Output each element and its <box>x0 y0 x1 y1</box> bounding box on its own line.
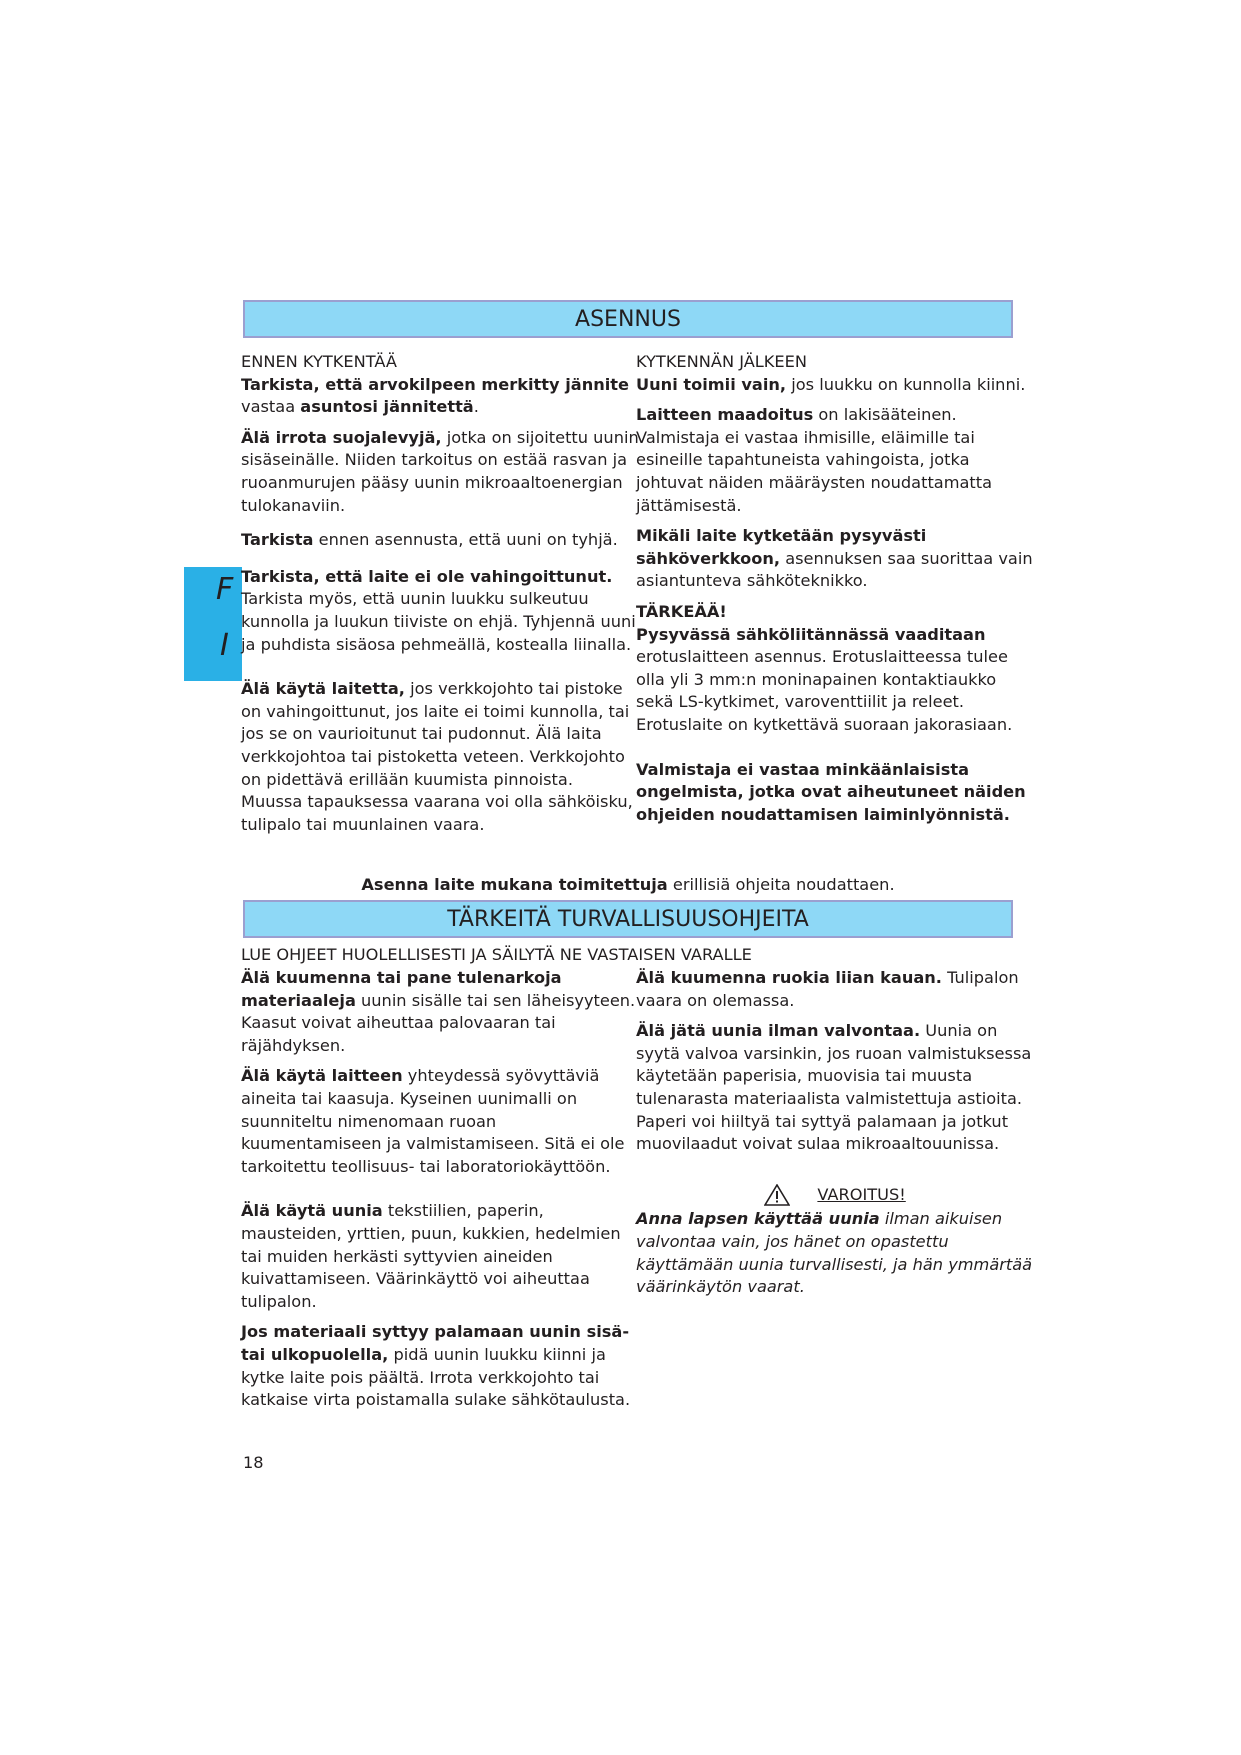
section-banner-safety <box>243 900 1013 938</box>
section-banner-installation <box>243 300 1013 338</box>
paragraph: TÄRKEÄÄ! Pysyvässä sähköliitännässä vaaditaan erotuslaitteen asennus. Erotuslaitteessa tulee olla yli 3 mm:n moninapainen kontaktiaukko sekä LS-kytkimet, varoventtiilit ja releet. Erotuslaite on kytkettävä suoraan jakorasiaan. <box>636 601 1013 734</box>
install-right-column <box>636 351 1034 834</box>
paragraph: Älä käytä uunia tekstiilien, paperin, mausteiden, yrttien, puun, kukkien, hedelmien tai muiden herkästi syttyvien aineiden kuivattamiseen. Väärinkäyttö voi aiheuttaa tulipalon. <box>241 1201 621 1311</box>
paragraph: Laitteen maadoitus on lakisääteinen. Valmistaja ei vastaa ihmisille, eläimille tai esineille tapahtuneista vahingoista, jotka johtuvat näiden määräysten noudattamatta jättämisestä. <box>636 405 993 515</box>
language-letter-f: F <box>216 572 234 607</box>
safety-heading: LUE OHJEET HUOLELLISESTI JA SÄILYTÄ NE VASTAISEN VARALLE <box>241 945 752 964</box>
safety-left-column <box>241 967 639 1420</box>
subheading-after-connection: KYTKENNÄN JÄLKEEN <box>636 352 807 371</box>
warning-triangle-icon <box>764 1184 790 1206</box>
warning-header <box>636 1184 1034 1207</box>
paragraph: Tarkista, että arvokilpeen merkitty jännite vastaa asuntosi jännitettä. <box>241 374 630 417</box>
language-letter-i: I <box>220 628 229 663</box>
language-side-tab <box>184 567 242 681</box>
paragraph: Älä käytä laitetta, jos verkkojohto tai pistoke on vahingoittunut, jos laite ei toimi kunnolla, tai jos se on vaurioitunut tai pudonnut. Älä laita verkkojohtoa tai pistoketta veteen. Verkkojohto on pidettävä erillään kuumista pinnoista. Muussa tapauksessa vaarana voi olla sähköisku, tulipalo tai muunlainen vaara. <box>241 679 633 834</box>
paragraph: Älä kuumenna tai pane tulenarkoja materiaaleja uunin sisälle tai sen läheisyyteen. Kaasut voivat aiheuttaa palovaaran tai räjähdyksen. <box>241 968 636 1055</box>
paragraph: Mikäli laite kytketään pysyvästi sähköverkkoon, asennuksen saa suorittaa vain asiantunteva sähköteknikko. <box>636 526 1033 591</box>
paragraph: Tarkista, että laite ei ole vahingoittunut. Tarkista myös, että uunin luukku sulkeutuu kunnolla ja luukun tiiviste on ehjä. Tyhjennä uuni ja puhdista sisäosa pehmeällä, kostealla liinalla. <box>241 566 636 654</box>
paragraph: Älä jätä uunia ilman valvontaa. Uunia on syytä valvoa varsinkin, jos ruoan valmistuksessa käytetään paperisia, muovisia tai muusta tulenarasta materiaalista valmistettuja astioita. Paperi voi hiiltyä tai syttyä palamaan ja jotkut muovilaadut voivat sulaa mikroaaltouunissa. <box>636 1021 1032 1154</box>
page-number: 18 <box>243 1453 264 1472</box>
paragraph: Älä irrota suojalevyjä, jotka on sijoitettu uunin sisäseinälle. Niiden tarkoitus on estää rasvan ja ruoanmurujen pääsy uunin mikroaaltoenergian tulokanaviin. <box>241 427 639 515</box>
warning-text: Anna lapsen käyttää uunia ilman aikuisen valvontaa vain, jos hänet on opastettu käyttämään uunia turvallisesti, ja hän ymmärtää väärinkäytön vaarat. <box>636 1209 1033 1297</box>
paragraph: Jos materiaali syttyy palamaan uunin sisä- tai ulkopuolella, pidä uunin luukku kiinni ja kytke laite pois päältä. Irrota verkkojohto tai katkaise virta poistamalla sulake sähkötaulusta. <box>241 1322 631 1410</box>
paragraph: Uuni toimii vain, jos luukku on kunnolla kiinni. <box>636 374 1026 394</box>
warning-box <box>636 1184 1034 1299</box>
paragraph: Valmistaja ei vastaa minkäänlaisista ongelmista, jotka ovat aiheutuneet näiden ohjeiden noudattamisen laiminlyönnistä. <box>636 759 1026 824</box>
warning-label: VAROITUS! <box>817 1184 906 1204</box>
paragraph: Tarkista ennen asennusta, että uuni on tyhjä. <box>241 530 618 550</box>
subheading-before-connection: ENNEN KYTKENTÄÄ <box>241 352 397 371</box>
install-footer-note: Asenna laite mukana toimitettuja erillisiä ohjeita noudattaen. <box>361 875 895 894</box>
section-title: TÄRKEITÄ TURVALLISUUSOHJEITA <box>447 907 809 932</box>
paragraph: Älä käytä laitteen yhteydessä syövyttäviä aineita tai kaasuja. Kyseinen uunimalli on suunniteltu nimenomaan ruoan kuumentamiseen ja valmistamiseen. Sitä ei ole tarkoitettu teollisuus- tai laboratoriokäyttöön. <box>241 1066 625 1176</box>
install-left-column <box>241 351 639 844</box>
section-title: ASENNUS <box>575 307 681 332</box>
paragraph: Älä kuumenna ruokia liian kauan. Tulipalon vaara on olemassa. <box>636 968 1019 1010</box>
safety-right-column <box>636 967 1034 1307</box>
